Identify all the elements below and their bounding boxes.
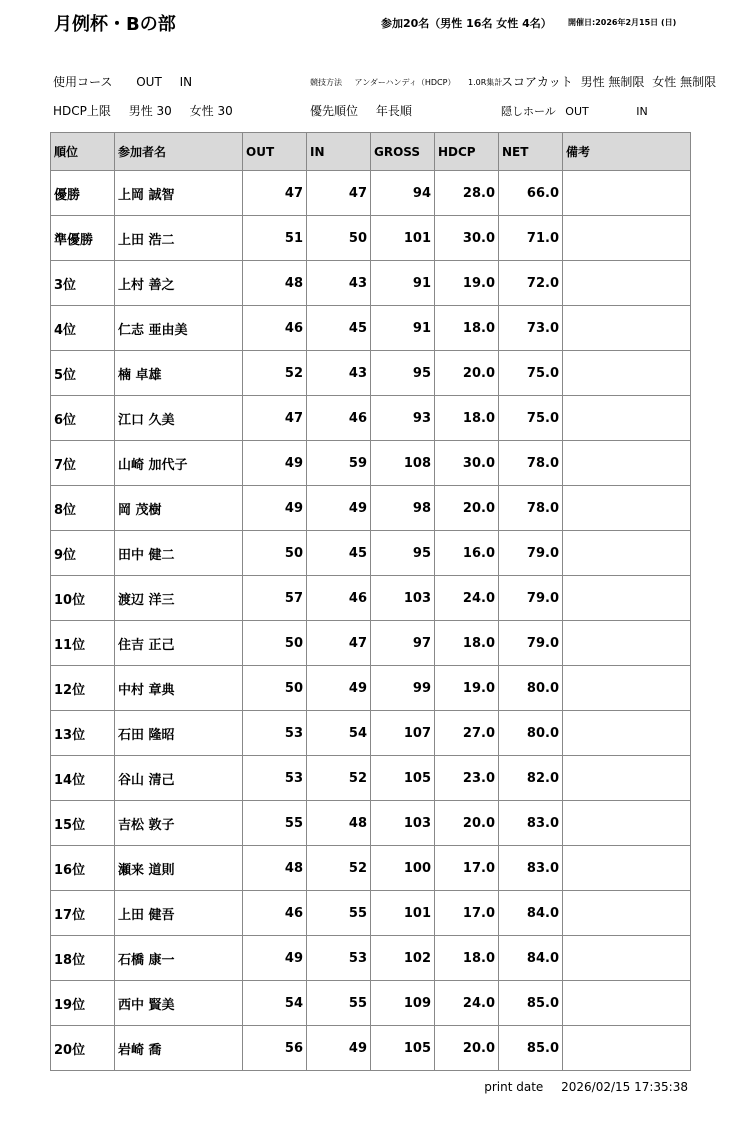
score-cut-female: 女性 無制限 xyxy=(652,75,717,89)
cell-gross: 91 xyxy=(371,261,435,306)
cell-note xyxy=(563,801,691,846)
cell-rank: 4位 xyxy=(51,306,115,351)
table-row xyxy=(51,981,691,1026)
cell-hdcp: 24.0 xyxy=(435,981,499,1026)
priority-label: 優先順位 xyxy=(310,104,359,118)
results-table xyxy=(50,132,691,1071)
event-date: 開催日:2026年2月15日 (日) xyxy=(568,18,677,27)
table-row xyxy=(51,261,691,306)
cell-in: 59 xyxy=(307,441,371,486)
cell-rank: 5位 xyxy=(51,351,115,396)
cell-net: 79.0 xyxy=(499,621,563,666)
cell-gross: 103 xyxy=(371,801,435,846)
cell-hdcp: 28.0 xyxy=(435,171,499,216)
cell-note xyxy=(563,576,691,621)
cell-in: 49 xyxy=(307,486,371,531)
cell-note xyxy=(563,486,691,531)
cell-name: 上田 浩二 xyxy=(115,216,243,261)
cell-hdcp: 20.0 xyxy=(435,801,499,846)
cell-out: 56 xyxy=(243,1026,307,1071)
cell-gross: 94 xyxy=(371,171,435,216)
cell-name: 上田 健吾 xyxy=(115,891,243,936)
cell-rank: 9位 xyxy=(51,531,115,576)
header-in: IN xyxy=(307,133,371,171)
hdcp-limit-label: HDCP上限 xyxy=(53,104,111,118)
cell-hdcp: 18.0 xyxy=(435,396,499,441)
cell-rank: 18位 xyxy=(51,936,115,981)
cell-gross: 101 xyxy=(371,216,435,261)
cell-note xyxy=(563,396,691,441)
header-gross: GROSS xyxy=(371,133,435,171)
cell-net: 78.0 xyxy=(499,441,563,486)
cell-note xyxy=(563,981,691,1026)
header-name: 参加者名 xyxy=(115,133,243,171)
cell-rank: 14位 xyxy=(51,756,115,801)
table-row xyxy=(51,486,691,531)
course-info xyxy=(53,73,192,90)
cell-net: 85.0 xyxy=(499,981,563,1026)
cell-hdcp: 27.0 xyxy=(435,711,499,756)
cell-gross: 105 xyxy=(371,756,435,801)
cell-net: 79.0 xyxy=(499,576,563,621)
cell-rank: 7位 xyxy=(51,441,115,486)
cell-out: 53 xyxy=(243,756,307,801)
method-label: 競技方法 xyxy=(310,78,342,87)
cell-note xyxy=(563,711,691,756)
table-header-row xyxy=(51,133,691,171)
table-row xyxy=(51,441,691,486)
cell-out: 46 xyxy=(243,891,307,936)
method-value: アンダーハンディ（HDCP） xyxy=(354,78,456,87)
cell-net: 71.0 xyxy=(499,216,563,261)
cell-name: 西中 賢美 xyxy=(115,981,243,1026)
score-cut-male: 男性 無制限 xyxy=(580,75,645,89)
cell-out: 52 xyxy=(243,351,307,396)
cell-gross: 98 xyxy=(371,486,435,531)
cell-rank: 準優勝 xyxy=(51,216,115,261)
cell-in: 49 xyxy=(307,1026,371,1071)
cell-rank: 17位 xyxy=(51,891,115,936)
cell-gross: 97 xyxy=(371,621,435,666)
cell-note xyxy=(563,531,691,576)
cell-hdcp: 20.0 xyxy=(435,351,499,396)
cell-net: 80.0 xyxy=(499,711,563,756)
cell-net: 84.0 xyxy=(499,936,563,981)
cell-note xyxy=(563,216,691,261)
page-title: 月例杯・Bの部 xyxy=(54,14,176,35)
priority-value: 年長順 xyxy=(375,104,412,118)
cell-in: 47 xyxy=(307,621,371,666)
cell-name: 田中 健二 xyxy=(115,531,243,576)
cell-gross: 107 xyxy=(371,711,435,756)
cell-hdcp: 17.0 xyxy=(435,891,499,936)
cell-hdcp: 18.0 xyxy=(435,621,499,666)
print-date-value: 2026/02/15 17:35:38 xyxy=(561,1080,688,1094)
cell-note xyxy=(563,666,691,711)
cell-gross: 103 xyxy=(371,576,435,621)
hidden-hole-in: IN xyxy=(636,105,648,118)
cell-in: 50 xyxy=(307,216,371,261)
participant-count: 参加20名（男性 16名 女性 4名） xyxy=(381,17,552,30)
cell-rank: 10位 xyxy=(51,576,115,621)
cell-note xyxy=(563,621,691,666)
cell-in: 55 xyxy=(307,891,371,936)
hidden-hole-info xyxy=(501,103,648,119)
cell-note xyxy=(563,171,691,216)
cell-out: 47 xyxy=(243,171,307,216)
hdcp-limit-male: 男性 30 xyxy=(128,104,172,118)
print-date xyxy=(484,1080,688,1094)
score-cut-info xyxy=(501,73,716,90)
cell-rank: 8位 xyxy=(51,486,115,531)
cell-out: 50 xyxy=(243,666,307,711)
cell-out: 50 xyxy=(243,621,307,666)
method-round: 1.0R集計 xyxy=(468,78,503,87)
cell-net: 75.0 xyxy=(499,396,563,441)
cell-name: 石橋 康一 xyxy=(115,936,243,981)
cell-hdcp: 16.0 xyxy=(435,531,499,576)
cell-net: 84.0 xyxy=(499,891,563,936)
priority-info xyxy=(310,102,412,119)
cell-hdcp: 18.0 xyxy=(435,306,499,351)
cell-gross: 95 xyxy=(371,531,435,576)
hdcp-limit-info xyxy=(53,102,233,119)
cell-hdcp: 17.0 xyxy=(435,846,499,891)
table-row xyxy=(51,666,691,711)
cell-name: 仁志 亜由美 xyxy=(115,306,243,351)
cell-rank: 19位 xyxy=(51,981,115,1026)
cell-in: 47 xyxy=(307,171,371,216)
cell-net: 72.0 xyxy=(499,261,563,306)
cell-out: 47 xyxy=(243,396,307,441)
table-row xyxy=(51,846,691,891)
cell-in: 53 xyxy=(307,936,371,981)
cell-note xyxy=(563,936,691,981)
header-net: NET xyxy=(499,133,563,171)
cell-rank: 優勝 xyxy=(51,171,115,216)
cell-name: 中村 章典 xyxy=(115,666,243,711)
cell-hdcp: 24.0 xyxy=(435,576,499,621)
table-row xyxy=(51,216,691,261)
cell-rank: 20位 xyxy=(51,1026,115,1071)
cell-name: 上岡 誠智 xyxy=(115,171,243,216)
cell-rank: 15位 xyxy=(51,801,115,846)
cell-gross: 100 xyxy=(371,846,435,891)
cell-in: 43 xyxy=(307,261,371,306)
cell-in: 54 xyxy=(307,711,371,756)
header-note: 備考 xyxy=(563,133,691,171)
cell-gross: 102 xyxy=(371,936,435,981)
cell-net: 79.0 xyxy=(499,531,563,576)
table-row xyxy=(51,621,691,666)
cell-note xyxy=(563,306,691,351)
cell-name: 岡 茂樹 xyxy=(115,486,243,531)
cell-name: 山崎 加代子 xyxy=(115,441,243,486)
hidden-hole-label: 隠しホール xyxy=(501,105,556,118)
cell-name: 瀬来 道則 xyxy=(115,846,243,891)
hidden-hole-out: OUT xyxy=(565,105,589,118)
cell-name: 石田 隆昭 xyxy=(115,711,243,756)
cell-gross: 109 xyxy=(371,981,435,1026)
table-row xyxy=(51,306,691,351)
cell-note xyxy=(563,351,691,396)
cell-in: 43 xyxy=(307,351,371,396)
cell-out: 53 xyxy=(243,711,307,756)
cell-in: 48 xyxy=(307,801,371,846)
cell-rank: 13位 xyxy=(51,711,115,756)
table-row xyxy=(51,711,691,756)
cell-net: 85.0 xyxy=(499,1026,563,1071)
cell-in: 52 xyxy=(307,846,371,891)
cell-gross: 99 xyxy=(371,666,435,711)
cell-note xyxy=(563,261,691,306)
cell-rank: 11位 xyxy=(51,621,115,666)
cell-rank: 12位 xyxy=(51,666,115,711)
cell-hdcp: 30.0 xyxy=(435,441,499,486)
cell-net: 73.0 xyxy=(499,306,563,351)
cell-net: 83.0 xyxy=(499,846,563,891)
cell-name: 吉松 敦子 xyxy=(115,801,243,846)
cell-net: 75.0 xyxy=(499,351,563,396)
cell-net: 83.0 xyxy=(499,801,563,846)
cell-gross: 95 xyxy=(371,351,435,396)
course-label: 使用コース xyxy=(53,75,113,89)
score-cut-label: スコアカット xyxy=(501,75,573,89)
cell-name: 谷山 清己 xyxy=(115,756,243,801)
cell-net: 80.0 xyxy=(499,666,563,711)
cell-name: 岩崎 喬 xyxy=(115,1026,243,1071)
table-row xyxy=(51,396,691,441)
cell-in: 49 xyxy=(307,666,371,711)
cell-net: 82.0 xyxy=(499,756,563,801)
cell-net: 78.0 xyxy=(499,486,563,531)
course-in: IN xyxy=(179,75,193,89)
cell-out: 49 xyxy=(243,486,307,531)
cell-note xyxy=(563,891,691,936)
cell-rank: 16位 xyxy=(51,846,115,891)
cell-name: 楠 卓雄 xyxy=(115,351,243,396)
table-row xyxy=(51,531,691,576)
cell-out: 55 xyxy=(243,801,307,846)
cell-out: 54 xyxy=(243,981,307,1026)
cell-out: 49 xyxy=(243,936,307,981)
cell-hdcp: 30.0 xyxy=(435,216,499,261)
cell-in: 55 xyxy=(307,981,371,1026)
cell-out: 48 xyxy=(243,846,307,891)
print-date-label: print date xyxy=(484,1080,544,1094)
table-row xyxy=(51,576,691,621)
header-hdcp: HDCP xyxy=(435,133,499,171)
cell-rank: 3位 xyxy=(51,261,115,306)
header-rank: 順位 xyxy=(51,133,115,171)
table-row xyxy=(51,891,691,936)
cell-in: 46 xyxy=(307,576,371,621)
table-row xyxy=(51,351,691,396)
hdcp-limit-female: 女性 30 xyxy=(189,104,233,118)
cell-name: 住吉 正己 xyxy=(115,621,243,666)
cell-gross: 101 xyxy=(371,891,435,936)
cell-out: 57 xyxy=(243,576,307,621)
cell-gross: 93 xyxy=(371,396,435,441)
cell-note xyxy=(563,846,691,891)
cell-name: 上村 善之 xyxy=(115,261,243,306)
cell-hdcp: 19.0 xyxy=(435,261,499,306)
cell-hdcp: 19.0 xyxy=(435,666,499,711)
cell-rank: 6位 xyxy=(51,396,115,441)
cell-gross: 108 xyxy=(371,441,435,486)
header-out: OUT xyxy=(243,133,307,171)
cell-out: 48 xyxy=(243,261,307,306)
cell-name: 江口 久美 xyxy=(115,396,243,441)
cell-note xyxy=(563,756,691,801)
cell-note xyxy=(563,441,691,486)
cell-hdcp: 18.0 xyxy=(435,936,499,981)
cell-out: 46 xyxy=(243,306,307,351)
table-row xyxy=(51,801,691,846)
cell-hdcp: 23.0 xyxy=(435,756,499,801)
cell-in: 46 xyxy=(307,396,371,441)
table-row xyxy=(51,936,691,981)
cell-hdcp: 20.0 xyxy=(435,1026,499,1071)
table-row xyxy=(51,756,691,801)
cell-hdcp: 20.0 xyxy=(435,486,499,531)
cell-gross: 91 xyxy=(371,306,435,351)
cell-in: 45 xyxy=(307,306,371,351)
cell-gross: 105 xyxy=(371,1026,435,1071)
table-row xyxy=(51,171,691,216)
cell-out: 51 xyxy=(243,216,307,261)
cell-net: 66.0 xyxy=(499,171,563,216)
method-info xyxy=(310,77,502,88)
table-row xyxy=(51,1026,691,1071)
cell-name: 渡辺 洋三 xyxy=(115,576,243,621)
course-out: OUT xyxy=(136,75,162,89)
cell-in: 45 xyxy=(307,531,371,576)
cell-note xyxy=(563,1026,691,1071)
cell-out: 49 xyxy=(243,441,307,486)
cell-in: 52 xyxy=(307,756,371,801)
cell-out: 50 xyxy=(243,531,307,576)
